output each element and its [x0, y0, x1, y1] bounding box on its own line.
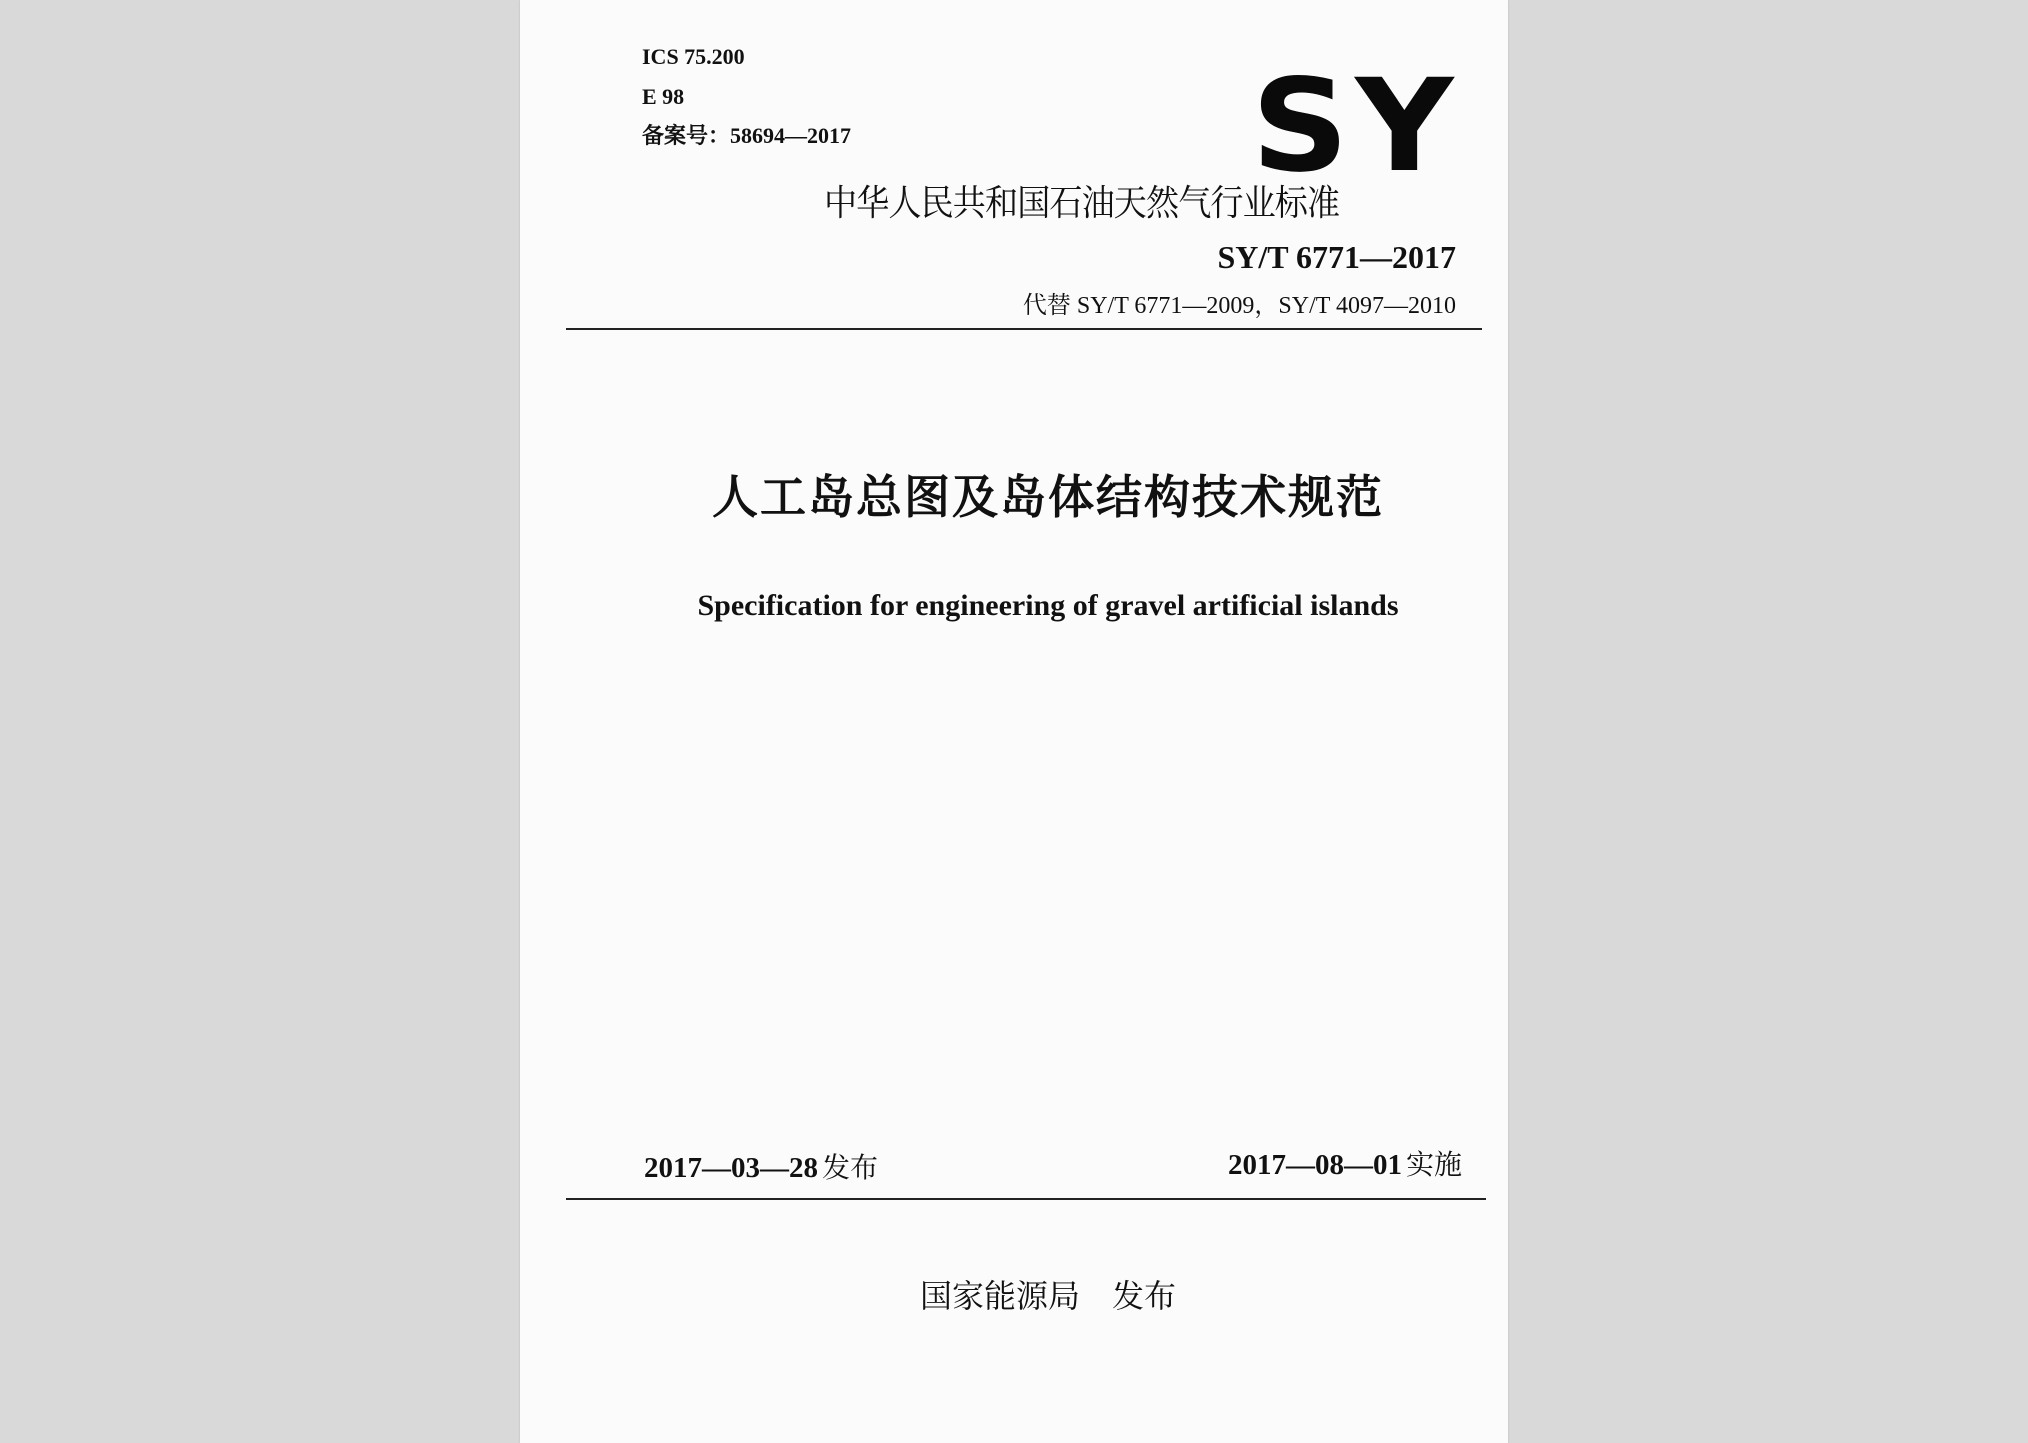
implementation-date	[1228, 1147, 1462, 1183]
ccs-code: E 98	[642, 84, 685, 109]
publisher-name: 国家能源局	[920, 1277, 1081, 1315]
publisher-action: 发布	[1112, 1277, 1177, 1315]
sy-logo: SY	[1251, 52, 1460, 201]
footer-divider	[566, 1198, 1486, 1200]
replaces-standards: 代替 SY/T 6771—2009，SY/T 4097—2010	[1022, 293, 1456, 319]
header-divider	[566, 328, 1482, 330]
issue-date-value: 2017—03—28	[644, 1152, 818, 1184]
implementation-date-value: 2017—08—01	[1227, 1149, 1402, 1181]
ics-code: ICS 75.200	[642, 44, 745, 69]
issue-date-label: 发布	[822, 1151, 879, 1184]
title-chinese: 人工岛总图及岛体结构技术规范	[712, 470, 1384, 524]
implementation-date-label: 实施	[1405, 1148, 1462, 1181]
issue-date	[644, 1150, 878, 1186]
document-page	[520, 0, 1508, 1443]
standard-code: SY/T 6771—2017	[1217, 239, 1456, 275]
filing-number: 备案号：58694—2017	[642, 123, 852, 148]
title-english: Specification for engineering of gravel artificial islands	[697, 589, 1399, 622]
industry-standard-heading: 中华人民共和国石油天然气行业标准	[824, 183, 1340, 224]
publisher	[920, 1276, 1176, 1316]
